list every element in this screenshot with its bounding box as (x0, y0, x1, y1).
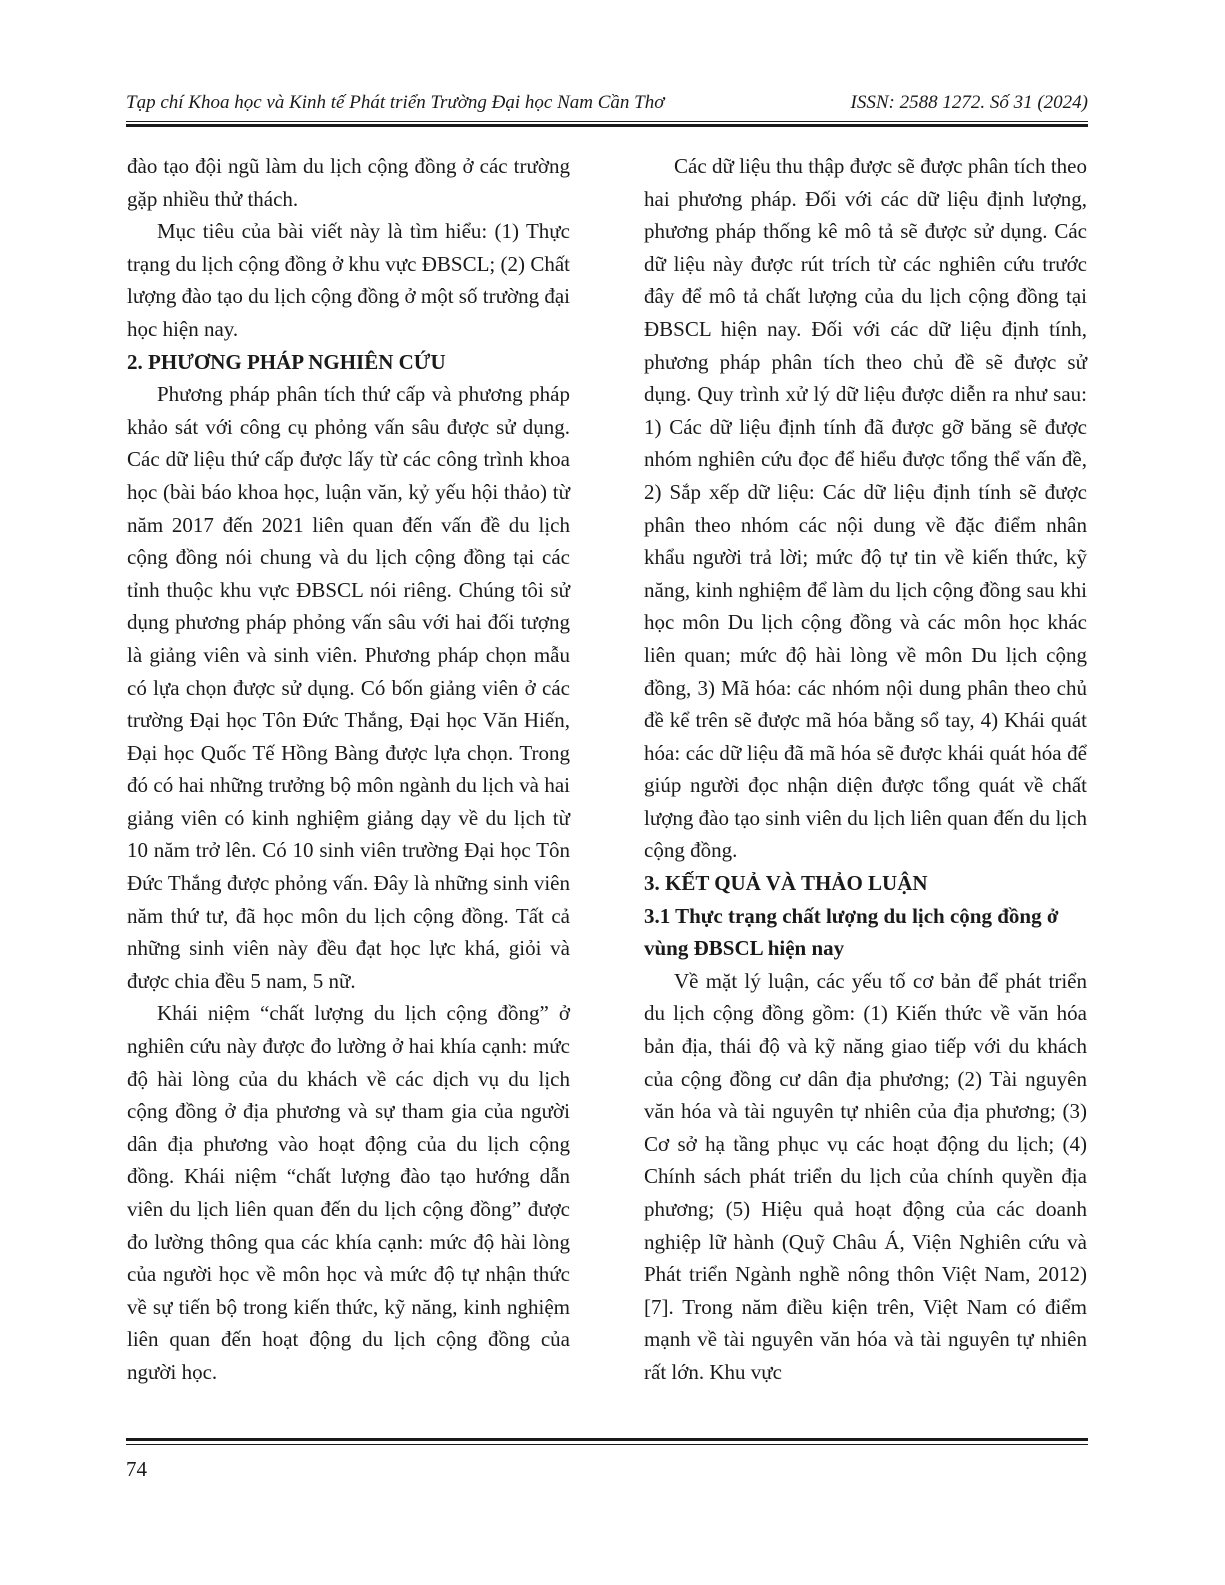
paragraph-methods: Phương pháp phân tích thứ cấp và phương pháp khảo sát với công cụ phỏng vấn sâu được sử dụng. Các dữ liệu thứ cấp được lấy từ các công trình khoa học (bài báo khoa học, luận văn, kỷ yếu hội thảo) từ năm 2017 đến 2021 liên quan đến vấn đề du lịch cộng đồng nói chung và du lịch cộng đồng tại các tỉnh thuộc khu vực ĐBSCL nói riêng. Chúng tôi sử dụng phương pháp phỏng vấn sâu với hai đối tượng là giảng viên và sinh viên. Phương pháp chọn mẫu có lựa chọn được sử dụng. Có bốn giảng viên ở các trường Đại học Tôn Đức Thắng, Đại học Văn Hiến, Đại học Quốc Tế Hồng Bàng được lựa chọn. Trong đó có hai những trưởng bộ môn ngành du lịch và hai giảng viên có kinh nghiệm giảng dạy về du lịch từ 10 năm trở lên. Có 10 sinh viên trường Đại học Tôn Đức Thắng được phỏng vấn. Đây là những sinh viên năm thứ tư, đã học môn du lịch cộng đồng. Tất cả những sinh viên này đều đạt học lực khá, giỏi và được chia đều 5 nam, 5 nữ. (127, 382, 570, 993)
paragraph-objective: Mục tiêu của bài viết này là tìm hiểu: (1) Thực trạng du lịch cộng đồng ở khu vực ĐBSCL; (2) Chất lượng đào tạo du lịch cộng đồng ở một số trường đại học hiện nay. (127, 219, 570, 341)
paragraph-continued: đào tạo đội ngũ làm du lịch cộng đồng ở các trường gặp nhiều thử thách. (127, 154, 570, 211)
section-heading-methods: 2. PHƯƠNG PHÁP NGHIÊN CỨU (127, 349, 446, 374)
page-header (126, 92, 1088, 118)
issn-info: ISSN: 2588 1272. Số 31 (2024) (850, 92, 1088, 113)
paragraph-theory: Về mặt lý luận, các yếu tố cơ bản để phát triển du lịch cộng đồng gồm: (1) Kiến thức về văn hóa bản địa, thái độ và kỹ năng giao tiếp với du khách của cộng đồng cư dân địa phương; (2) Tài nguyên văn hóa và tài nguyên tự nhiên của địa phương; (3) Cơ sở hạ tầng phục vụ các hoạt động du lịch; (4) Chính sách phát triển du lịch của chính quyền địa phương; (5) Hiệu quả hoạt động của các doanh nghiệp lữ hành (Quỹ Châu Á, Viện Nghiên cứu và Phát triển Ngành nghề nông thôn Việt Nam, 2012) [7]. Trong năm điều kiện trên, Việt Nam có điểm mạnh về tài nguyên văn hóa và tài nguyên tự nhiên rất lớn. Khu vực (644, 968, 1087, 1384)
footer-rule-thin (126, 1444, 1088, 1445)
footer-rule-thick (126, 1438, 1088, 1441)
paragraph-analysis: Các dữ liệu thu thập được sẽ được phân tích theo hai phương pháp. Đối với các dữ liệu định lượng, phương pháp thống kê mô tả sẽ được sử dụng. Các dữ liệu này được rút trích từ các nghiên cứu trước đây để mô tả chất lượng của du lịch cộng đồng tại ĐBSCL hiện nay. Đối với các dữ liệu định tính, phương pháp phân tích theo chủ đề sẽ được sử dụng. Quy trình xử lý dữ liệu được diễn ra như sau: 1) Các dữ liệu định tính đã được gỡ băng sẽ được nhóm nghiên cứu đọc để hiểu được tổng thể vấn đề, 2) Sắp xếp dữ liệu: Các dữ liệu định tính sẽ được phân theo nhóm các nội dung về đặc điểm nhân khẩu người trả lời; mức độ tự tin về kiến thức, kỹ năng, kinh nghiệm để làm du lịch cộng đồng sau khi học môn Du lịch cộng đồng và các môn học khác liên quan; mức độ hài lòng về môn Du lịch cộng đồng, 3) Mã hóa: các nhóm nội dung phân theo chủ đề kể trên sẽ được mã hóa bằng sổ tay, 4) Khái quát hóa: các dữ liệu đã mã hóa sẽ được khái quát hóa để giúp người đọc nhận diện được tổng quát về chất lượng đào tạo sinh viên du lịch liên quan đến du lịch cộng đồng. (644, 154, 1087, 863)
subsection-heading-3-1: 3.1 Thực trạng chất lượng du lịch cộng đồng ở vùng ĐBSCL hiện nay (644, 903, 1059, 961)
page-number: 74 (126, 1457, 147, 1481)
paragraph-concept: Khái niệm “chất lượng du lịch cộng đồng” ở nghiên cứu này được đo lường ở hai khía cạnh: mức độ hài lòng của du khách về các dịch vụ du lịch cộng đồng ở địa phương và sự tham gia của người dân địa phương vào hoạt động của du lịch cộng đồng. Khái niệm “chất lượng đào tạo hướng dẫn viên du lịch liên quan đến du lịch cộng đồng” được đo lường thông qua các khía cạnh: mức độ hài lòng của người học về môn học và mức độ tự nhận thức về sự tiến bộ trong kiến thức, kỹ năng, kinh nghiệm liên quan đến hoạt động du lịch cộng đồng của người học. (127, 1001, 570, 1384)
header-rule-thick (126, 124, 1088, 127)
right-column (644, 150, 1087, 1389)
left-column (127, 150, 570, 1389)
journal-title: Tạp chí Khoa học và Kinh tế Phát triển Trường Đại học Nam Cần Thơ (126, 92, 665, 113)
section-heading-results: 3. KẾT QUẢ VÀ THẢO LUẬN (644, 871, 928, 896)
header-rule-thin (126, 121, 1088, 122)
